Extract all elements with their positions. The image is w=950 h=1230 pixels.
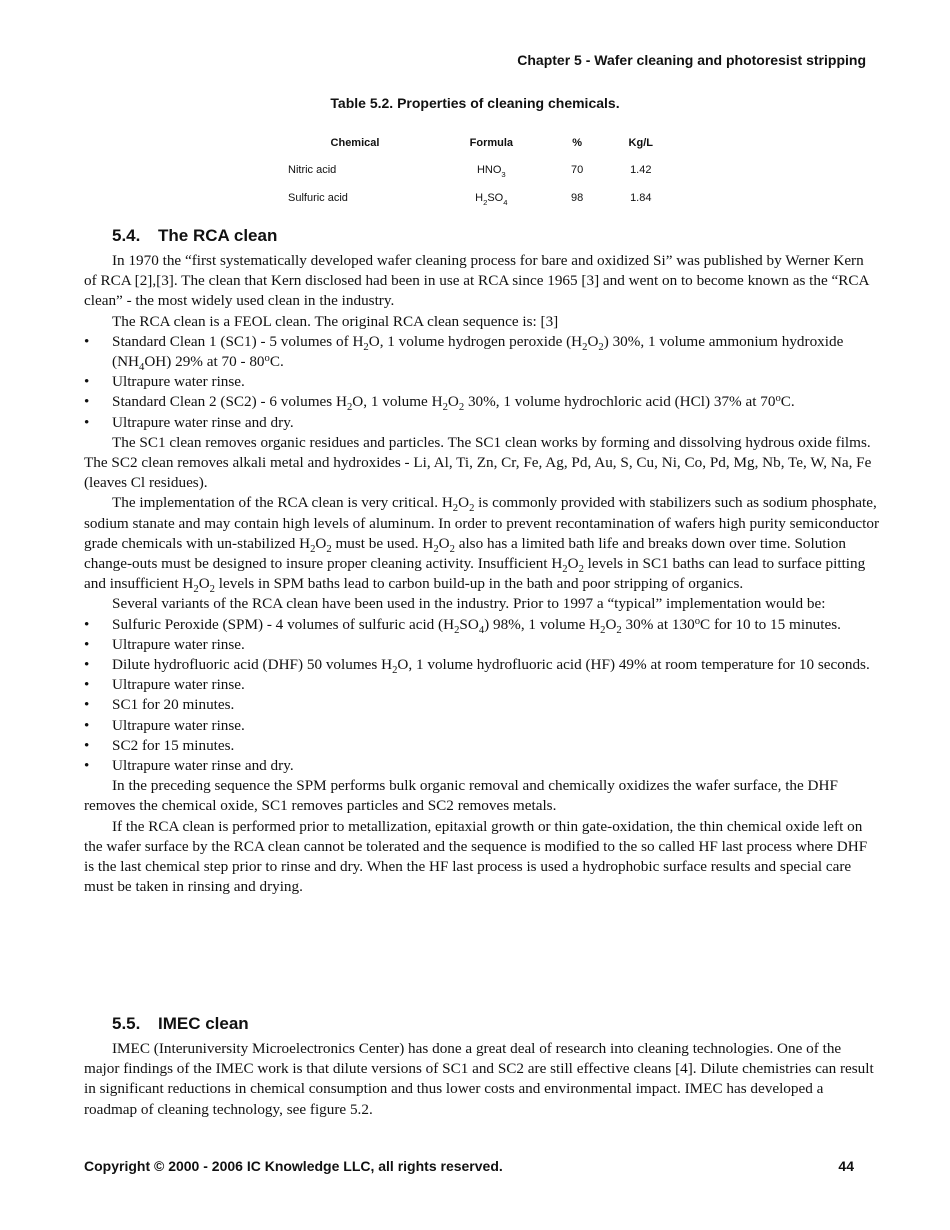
- section-heading-rca: 5.4. The RCA clean: [112, 226, 278, 245]
- original-sequence-list: [84, 332, 880, 433]
- section-body-rca: [84, 251, 880, 898]
- footer-copyright: Copyright © 2000 - 2006 IC Knowledge LLC, all rights reserved.: [84, 1158, 503, 1174]
- list-item: • Ultrapure water rinse.: [84, 635, 880, 655]
- list-item: • Ultrapure water rinse.: [84, 372, 880, 392]
- list-item: • Dilute hydrofluoric acid (DHF) 50 volumes $H_2O$, 1 volume hydrofluoric acid (HF) 49% at room temperature for 10 seconds.: [84, 655, 880, 675]
- page-number: 44: [838, 1158, 854, 1174]
- col-header-percent: %: [572, 137, 582, 149]
- table-row: [280, 184, 680, 212]
- table-caption: Table 5.2. Properties of cleaning chemicals.: [330, 95, 620, 111]
- paragraph: If the RCA clean is performed prior to metallization, epitaxial growth or thin gate-oxidation, the thin chemical oxide left on the wafer surface by the RCA clean cannot be tolerated and the sequence is modified to the so called HF last process where DHF is the last chemical step prior to rinse and dry. When the HF last process is used a hydrophobic surface results and special care must be taken in rinsing and drying.: [84, 817, 868, 896]
- cell-density: 1.42: [630, 164, 652, 176]
- cell-percent: 98: [570, 192, 584, 204]
- list-item: • Ultrapure water rinse.: [84, 675, 880, 695]
- list-item: • Standard Clean 2 (SC2) - 6 volumes $H_2O$, 1 volume $H_2O_2$ 30%, 1 volume hydrochloric acid (HCl) 37% at 70$^o$C.: [84, 392, 880, 412]
- running-head: Chapter 5 - Wafer cleaning and photoresist stripping: [517, 52, 866, 68]
- list-item: • Ultrapure water rinse.: [84, 716, 880, 736]
- col-header-density: Kg/L: [628, 137, 653, 149]
- section-heading-imec: 5.5. IMEC clean: [112, 1014, 249, 1033]
- paragraph: The SC1 clean removes organic residues and particles. The SC1 clean works by forming and dissolving hydrous oxide films. The SC2 clean removes alkali metal and hydroxides - Li, Al, Ti, Zn, Cr, Fe, Ag, Pd, Au, S, Cu, Ni, Co, Pd, Mg, Nb, Te, W, Na, Fe (leaves Cl residues).: [84, 433, 872, 492]
- cell-percent: 70: [570, 164, 584, 176]
- paragraph: The implementation of the RCA clean is very critical. $H_2O_2$ is commonly provided with stabilizers such as sodium phosphate, sodium stanate and may contain high levels of aluminum. In order to prevent recontamination of wafers high purity semiconductor grade chemicals with un-stabilized $H_2O_2$ must be used. $H_2O_2$ also has a limited bath life and breaks down over time. Solution change-outs must be designed to insure proper cleaning activity. Insufficient $H_2O_2$ levels in SC1 baths can lead to surface pitting and insufficient $H_2O_2$ levels in SPM baths lead to carbon build-up in the bath and poor stripping of organics.: [84, 494, 880, 596]
- chemicals-table: [280, 130, 680, 212]
- list-item: • Ultrapure water rinse and dry.: [84, 756, 880, 776]
- table-row: [280, 156, 680, 184]
- section-body-imec: [84, 1039, 880, 1120]
- col-header-formula: Formula: [469, 137, 514, 149]
- list-item: • Standard Clean 1 (SC1) - 5 volumes of $H_2O$, 1 volume hydrogen peroxide $(H_2O_2)$ 30%, 1 volume ammonium hydroxide $(NH_4OH)$ 29% at 70 - 80$^o$C.: [84, 332, 880, 372]
- list-item: • SC1 for 20 minutes.: [84, 695, 880, 715]
- cell-chemical: Nitric acid: [288, 164, 337, 176]
- col-header-chemical: Chemical: [330, 137, 380, 149]
- cell-density: 1.84: [630, 192, 652, 204]
- paragraph: The RCA clean is a FEOL clean. The original RCA clean sequence is: [3]: [112, 312, 559, 330]
- typical-sequence-list: [84, 615, 880, 777]
- cell-formula: $HNO_3$: [476, 164, 506, 179]
- list-item: • SC2 for 15 minutes.: [84, 736, 880, 756]
- cell-formula: $H_2SO_4$: [475, 192, 508, 207]
- list-item: • Sulfuric Peroxide (SPM) - 4 volumes of sulfuric acid $(H_2SO_4)$ 98%, 1 volume $H_2O_2$ 30% at 130$^o$C for 10 to 15 minutes.: [84, 615, 880, 635]
- table-header-row: [280, 130, 680, 156]
- list-item: • Ultrapure water rinse and dry.: [84, 413, 880, 433]
- cell-chemical: Sulfuric acid: [288, 192, 348, 204]
- paragraph: In 1970 the “first systematically developed wafer cleaning process for bare and oxidized Si” was published by Werner Kern of RCA [2],[3]. The clean that Kern disclosed had been in use at RCA since 1965 [3] and went on to become known as the “RCA clean” - the most widely used clean in the industry.: [84, 252, 869, 310]
- paragraph: Several variants of the RCA clean have been used in the industry. Prior to 1997 a “typical” implementation would be:: [112, 595, 826, 613]
- paragraph: In the preceding sequence the SPM performs bulk organic removal and chemically oxidizes the wafer surface, the DHF removes the chemical oxide, SC1 removes particles and SC2 removes metals.: [84, 777, 838, 815]
- paragraph: IMEC (Interuniversity Microelectronics Center) has done a great deal of research into cleaning technologies. One of the major findings of the IMEC work is that dilute versions of SC1 and SC2 are still effective cleans [4]. Dilute chemistries can result in significant reductions in chemical consumption and thus lower costs and environmental impact. IMEC has developed a roadmap of cleaning technology, see figure 5.2.: [84, 1040, 874, 1118]
